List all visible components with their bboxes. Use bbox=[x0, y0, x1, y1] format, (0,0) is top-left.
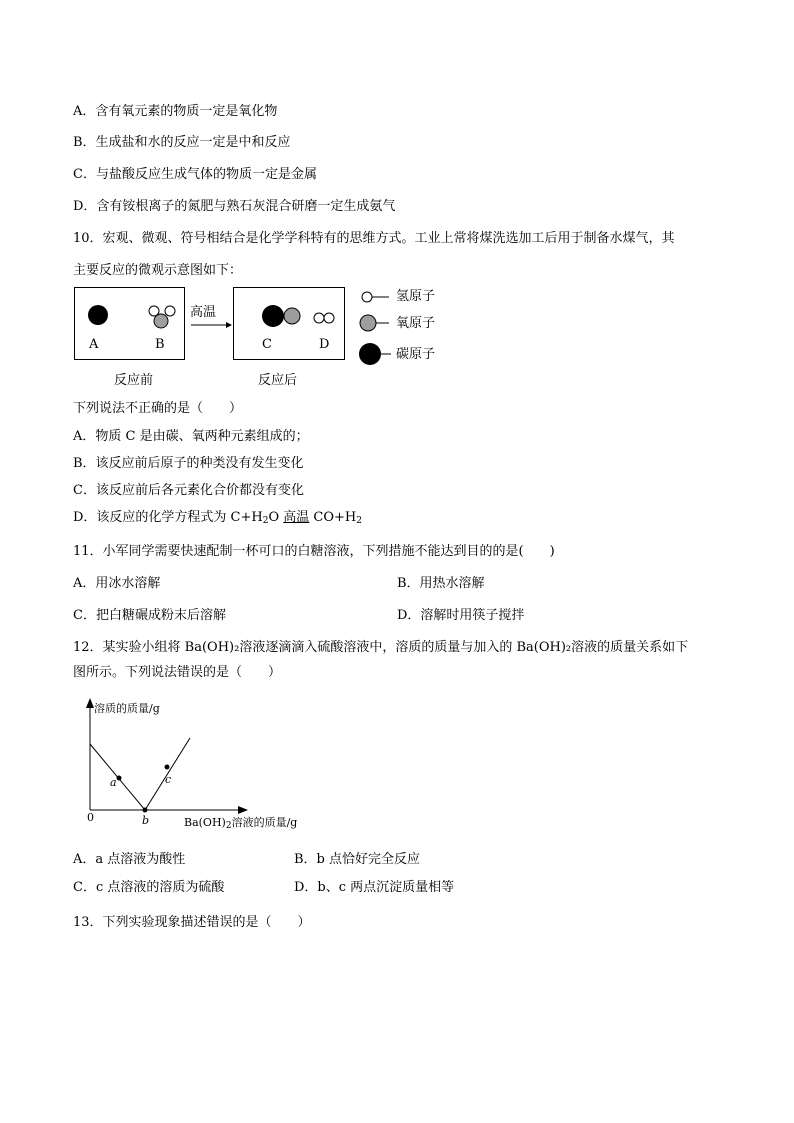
q9-option-d: D．含有铵根离子的氮肥与熟石灰混合研磨一定生成氨气 bbox=[73, 199, 396, 214]
q10-question: 下列说法不正确的是（ ） bbox=[73, 401, 243, 416]
caption-after: 反应后 bbox=[258, 373, 298, 388]
solute-mass-curve bbox=[90, 738, 190, 810]
point-b bbox=[143, 808, 148, 813]
legend-carbon-icon bbox=[359, 343, 381, 365]
y-axis-arrow-icon bbox=[86, 698, 94, 708]
label-a: A bbox=[89, 337, 99, 352]
graph-origin: 0 bbox=[87, 811, 94, 824]
q11-option-a: A．用冰水溶解 bbox=[73, 576, 161, 591]
molecule-a-carbon bbox=[88, 305, 108, 325]
q10-option-c: C．该反应前后各元素化合价都没有变化 bbox=[73, 483, 304, 498]
q10-stem-line1: 10．宏观、微观、符号相结合是化学学科特有的思维方式。工业上常将煤洗选加工后用于制备水煤气，其 bbox=[73, 231, 675, 246]
arrow-head-icon bbox=[226, 322, 232, 328]
q12-stem-line1: 12．某实验小组将 Ba(OH)₂溶液逐滴滴入硫酸溶液中，溶质的质量与加入的 Ba(OH)₂溶液的质量关系如下 bbox=[73, 640, 689, 655]
molecule-c-oxygen bbox=[284, 308, 300, 324]
q11-option-b: B．用热水溶解 bbox=[397, 576, 485, 591]
q12-option-d: D．b、c 两点沉淀质量相等 bbox=[294, 880, 455, 895]
molecule-d-hydrogen bbox=[314, 313, 324, 323]
label-b: B bbox=[155, 337, 165, 352]
legend-oxygen-label: 氧原子 bbox=[396, 316, 436, 331]
reaction-condition: 高温 bbox=[190, 305, 217, 320]
legend-carbon-label: 碳原子 bbox=[396, 347, 436, 362]
q10-option-d-prefix: D．该反应的化学方程式为 C+H bbox=[73, 510, 263, 525]
q10-option-d-mid: O bbox=[268, 510, 284, 525]
q12-option-c: C．c 点溶液的溶质为硫酸 bbox=[73, 880, 225, 895]
graph-x-label-post: 溶液的质量/g bbox=[231, 816, 298, 829]
q9-option-a: A．含有氧元素的物质一定是氧化物 bbox=[73, 104, 278, 119]
legend-hydrogen-label: 氢原子 bbox=[396, 289, 436, 304]
graph-x-label bbox=[184, 817, 297, 832]
legend-hydrogen-icon bbox=[362, 292, 372, 302]
q10-option-b: B．该反应前后原子的种类没有发生变化 bbox=[73, 456, 304, 471]
graph-y-label: 溶质的质量/g bbox=[94, 702, 160, 715]
q11-option-d: D．溶解时用筷子搅拌 bbox=[397, 608, 525, 623]
x-axis-arrow-icon bbox=[238, 806, 248, 814]
q10-option-d-sub1: 2 bbox=[262, 516, 269, 526]
q10-option-d-suffix: CO+H bbox=[309, 510, 357, 525]
q12-option-a: A．a 点溶液为酸性 bbox=[73, 852, 186, 867]
q11-option-c: C．把白糖碾成粉末后溶解 bbox=[73, 608, 226, 623]
molecule-b-hydrogen bbox=[165, 306, 175, 316]
caption-before: 反应前 bbox=[114, 373, 154, 388]
q10-option-a: A．物质 C 是由碳、氧两种元素组成的； bbox=[73, 429, 309, 444]
q9-option-b: B．生成盐和水的反应一定是中和反应 bbox=[73, 135, 291, 150]
graph-x-label-sub: 2 bbox=[225, 821, 232, 831]
point-a bbox=[117, 776, 122, 781]
q10-stem-line2: 主要反应的微观示意图如下： bbox=[73, 263, 243, 278]
molecule-c-carbon bbox=[262, 305, 284, 327]
label-d: D bbox=[319, 337, 330, 352]
label-c: C bbox=[262, 337, 272, 352]
q9-option-c: C．与盐酸反应生成气体的物质一定是金属 bbox=[73, 167, 317, 182]
graph-point-c-label: c bbox=[165, 773, 172, 786]
q12-stem-line2: 图所示。下列说法错误的是（ ） bbox=[73, 665, 282, 680]
molecule-b-oxygen bbox=[154, 314, 168, 328]
graph-point-a-label: a bbox=[110, 776, 117, 789]
q10-option-d bbox=[73, 510, 362, 529]
legend-oxygen-icon bbox=[360, 315, 376, 331]
point-c bbox=[165, 765, 170, 770]
q10-option-d-sub2: 2 bbox=[356, 516, 362, 526]
graph-point-b-label: b bbox=[142, 814, 150, 827]
molecule-d-hydrogen bbox=[324, 313, 334, 323]
q11-stem: 11．小军同学需要快速配制一杯可口的白糖溶液，下列措施不能达到目的的是( ) bbox=[73, 544, 555, 559]
q12-option-b: B．b 点恰好完全反应 bbox=[294, 852, 421, 867]
graph-x-label-pre: Ba(OH) bbox=[184, 816, 226, 829]
q13-stem: 13．下列实验现象描述错误的是（ ） bbox=[73, 915, 311, 930]
equation-condition: 高温 bbox=[283, 510, 310, 525]
